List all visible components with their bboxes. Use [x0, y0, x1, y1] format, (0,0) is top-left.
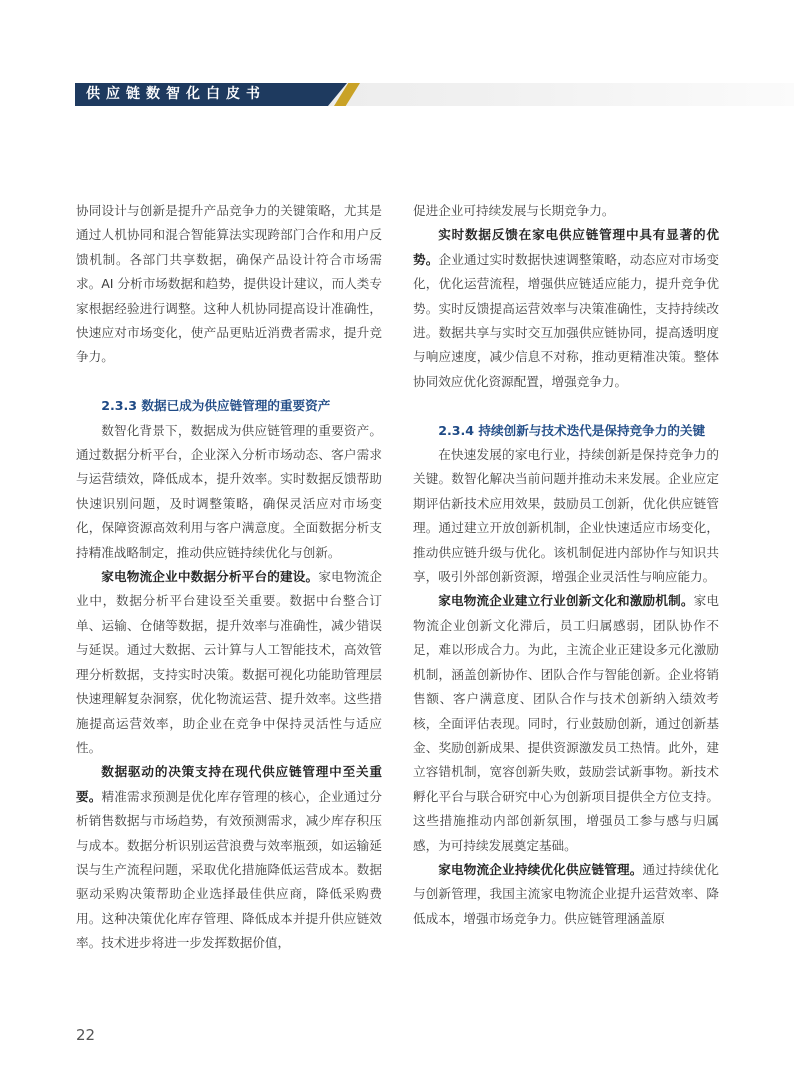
paragraph-text: 家电物流企业中，数据分析平台建设至关重要。数据中台整合订单、运输、仓储等数据，提升效率与准确性，减少错误与延误。通过大数据、云计算与人工智能技术，高效管理分析数据，支持实时决策。数据可视化功能助管理层快速理解复杂洞察，优化物流运营、提升效率。这些措施提高运营效率，助企业在竞争中保持灵活性与适应性。: [76, 569, 383, 755]
paragraph-lead: 家电物流企业中数据分析平台的建设。: [101, 569, 319, 585]
paragraph-text: 通过持续优化与创新管理，我国主流家电物流企业提升运营效率、降低成本，增强市场竞争力。供应链管理涵盖原: [413, 861, 720, 926]
paragraph: [413, 858, 719, 931]
paragraph: [76, 760, 382, 955]
paragraph: [413, 223, 719, 394]
paragraph: 在快速发展的家电行业，持续创新是保持竞争力的关键。数智化解决当前问题并推动未来发展。企业应定期评估新技术应用效果，鼓励员工创新，优化供应链管理。通过建立开放创新机制，企业快速适应市场变化，推动供应链升级与优化。该机制促进内部协作与知识共享，吸引外部创新资源，增强企业灵活性与响应能力。: [413, 447, 719, 585]
left-column: [76, 199, 382, 956]
paragraph-lead: 家电物流企业持续优化供应链管理。: [438, 861, 643, 877]
right-column: [413, 199, 719, 931]
paragraph: 协同设计与创新是提升产品竞争力的关键策略，尤其是通过人机协同和混合智能算法实现跨部门合作和用户反馈机制。各部门共享数据，确保产品设计符合市场需求。AI 分析市场数据和趋势，提供设计建议，而人类专家根据经验进行调整。这种人机协同提高设计准确性，快速应对市场变化，使产品更贴近消费者需求，提升竞争力。: [76, 203, 382, 365]
spacer: [76, 370, 382, 394]
page-number: 22: [76, 1026, 96, 1044]
paragraph-text: 企业通过实时数据快速调整策略，动态应对市场变化，优化运营流程，增强供应链适应能力，提升竞争优势。实时反馈提高运营效率与决策准确性，支持持续改进。数据共享与实时交互加强供应链协同，提高透明度与响应速度，减少信息不对称，推动更精准决策。整体协同效应优化资源配置，增强竞争力。: [413, 251, 720, 389]
paragraph: 促进企业可持续发展与长期竞争力。: [413, 203, 615, 218]
section-heading-2-3-4: 2.3.4 持续创新与技术迭代是保持竞争力的关键: [438, 422, 706, 438]
paragraph-lead: 数据驱动的决策支持在现代供应链管理中至关重要。: [76, 764, 382, 804]
paragraph: 数智化背景下，数据成为供应链管理的重要资产。通过数据分析平台，企业深入分析市场动态、客户需求与运营绩效，降低成本，提升效率。实时数据反馈帮助快速识别问题，及时调整策略，确保灵活应对市场变化，保障资源高效利用与客户满意度。全面数据分析支持精准战略制定，推动供应链持续优化与创新。: [76, 422, 382, 560]
spacer: [413, 394, 719, 418]
running-header-title: 供应链数智化白皮书: [86, 86, 266, 102]
section-heading-2-3-3: 2.3.3 数据已成为供应链管理的重要资产: [101, 398, 331, 414]
paragraph: [76, 565, 382, 760]
paragraph-lead: 家电物流企业建立行业创新文化和激励机制。: [438, 593, 694, 609]
paragraph-text: 精准需求预测是优化库存管理的核心，企业通过分析销售数据与市场趋势，有效预测需求，减少库存积压与成本。数据分析识别运营浪费与效率瓶颈，如运输延误与生产流程问题，采取优化措施降低运营成本。数据驱动采购决策帮助企业选择最佳供应商，降低采购费用。这种决策优化库存管理、降低成本并提升供应链效率。技术进步将进一步发挥数据价值，: [76, 788, 383, 951]
paragraph-text: 家电物流企业创新文化滞后，员工归属感弱，团队协作不足，难以形成合力。为此，主流企业正建设多元化激励机制，涵盖创新协作、团队合作与智能创新。企业将销售额、客户满意度、团队合作与技术创新纳入绩效考核，全面评估表现。同时，行业鼓励创新，通过创新基金、奖励创新成果、提供资源激发员工热情。此外，建立容错机制，宽容创新失败，鼓励尝试新事物。新技术孵化平台与联合研究中心为创新项目提供全方位支持。这些措施推动内部创新氛围，增强员工参与感与归属感，为可持续发展奠定基础。: [413, 593, 720, 853]
paragraph-lead: 实时数据反馈在家电供应链管理中具有显著的优势。: [413, 227, 719, 267]
paragraph: [413, 589, 719, 857]
